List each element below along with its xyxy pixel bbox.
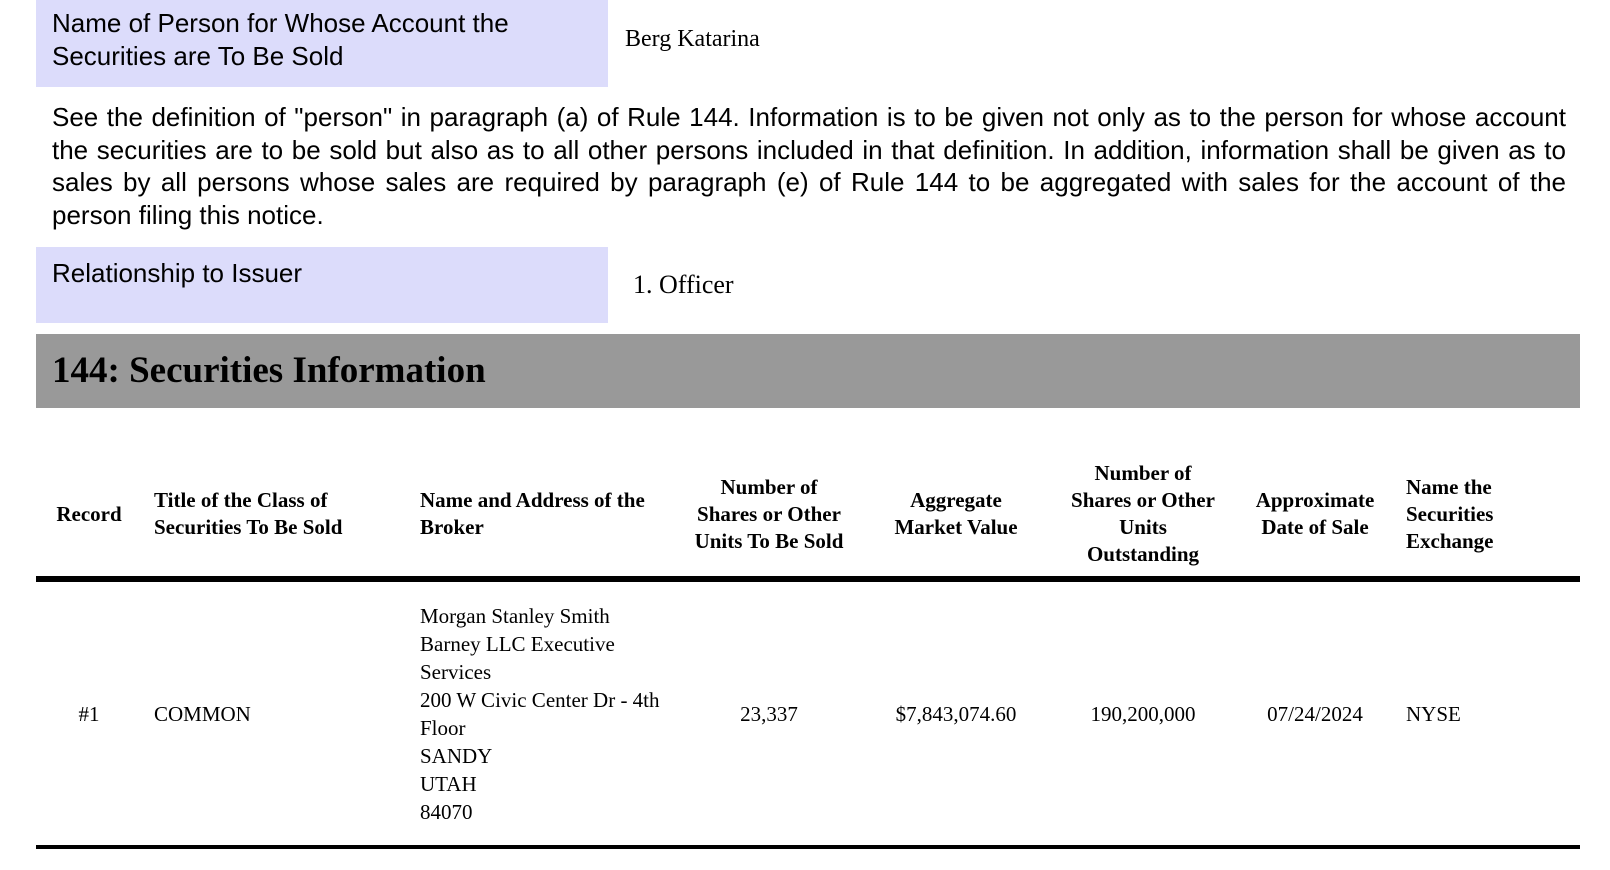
- relationship-label: Relationship to Issuer: [36, 247, 608, 323]
- column-header-market-value: Aggregate Market Value: [862, 452, 1050, 579]
- title-class-cell: COMMON: [142, 579, 408, 847]
- securities-information-heading: 144: Securities Information: [36, 334, 1580, 408]
- table-header-row: [36, 452, 1580, 579]
- relationship-value: 1. Officer: [633, 270, 734, 299]
- exchange-cell: NYSE: [1394, 579, 1580, 847]
- shares-to-sell-cell: 23,337: [676, 579, 862, 847]
- broker-street: 200 W Civic Center Dr - 4th Floor: [420, 687, 660, 740]
- broker-name: Morgan Stanley Smith Barney LLC Executive Services: [420, 603, 615, 684]
- broker-city: SANDY: [420, 743, 493, 768]
- sale-date-cell: 07/24/2024: [1236, 579, 1394, 847]
- shares-outstanding-cell: 190,200,000: [1050, 579, 1236, 847]
- person-name-label: Name of Person for Whose Account the Securities are To Be Sold: [36, 0, 608, 87]
- broker-zip: 84070: [420, 799, 473, 824]
- column-header-record: Record: [36, 452, 142, 579]
- column-header-shares-outstanding: Number of Shares or Other Units Outstanding: [1050, 452, 1236, 579]
- securities-table: [36, 452, 1580, 849]
- column-header-exchange: Name the Securities Exchange: [1394, 452, 1580, 579]
- column-header-shares-to-sell: Number of Shares or Other Units To Be Sold: [676, 452, 862, 579]
- relationship-row: [36, 247, 1580, 323]
- record-cell: #1: [36, 579, 142, 847]
- broker-state: UTAH: [420, 771, 477, 796]
- column-header-title-class: Title of the Class of Securities To Be Sold: [142, 452, 408, 579]
- person-name-value: Berg Katarina: [625, 26, 760, 52]
- person-definition-note: See the definition of "person" in paragraph (a) of Rule 144. Information is to be given not only as to the person for whose account the securities are to be sold but also as to all other persons included in that definition. In addition, information shall be given as to sales by all persons whose sales are required by paragraph (e) of Rule 144 to be aggregated with sales for the account of the person filing this notice.: [52, 102, 1566, 230]
- broker-cell: [408, 579, 676, 847]
- table-row: [36, 579, 1580, 847]
- column-header-broker: Name and Address of the Broker: [408, 452, 676, 579]
- person-name-row: [36, 0, 1580, 87]
- column-header-sale-date: Approximate Date of Sale: [1236, 452, 1394, 579]
- market-value-cell: $7,843,074.60: [862, 579, 1050, 847]
